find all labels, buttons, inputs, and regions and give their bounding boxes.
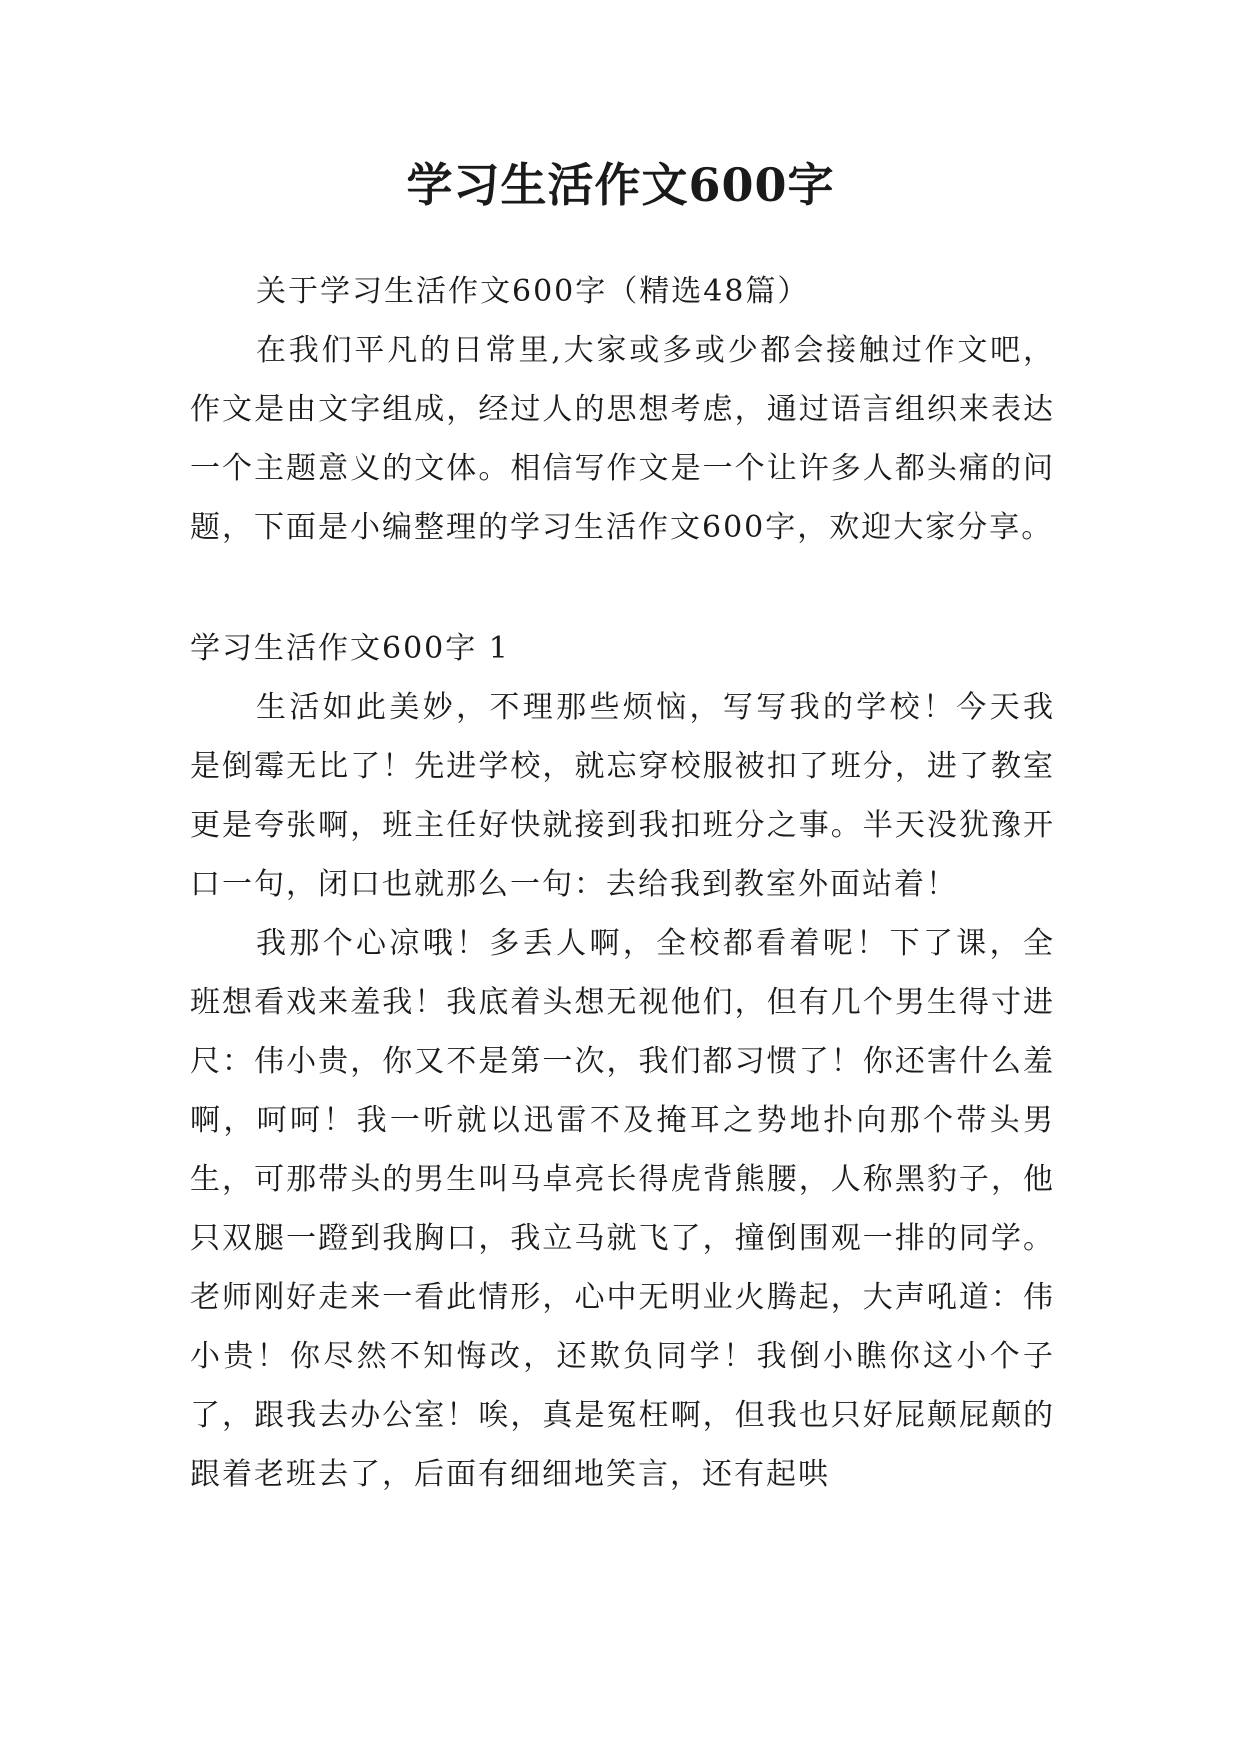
section-paragraph-2: 我那个心凉哦！多丢人啊，全校都看着呢！下了课，全班想看戏来羞我！我底着头想无视他们，但有几个男生得寸进尺：伟小贵，你又不是第一次，我们都习惯了！你还害什么羞啊，呵呵！我一听就以迅雷不及掩耳之势地扑向那个带头男生，可那带头的男生叫马卓亮长得虎背熊腰，人称黑豹子，他只双腿一蹬到我胸口，我立马就飞了，撞倒围观一排的同学。老师刚好走来一看此情形，心中无明业火腾起，大声吼道：伟小贵！你尽然不知悔改，还欺负同学！我倒小瞧你这小个子了，跟我去办公室！唉，真是冤枉啊，但我也只好屁颠屁颠的跟着老班去了，后面有细细地笑言，还有起哄	[190, 926, 1055, 1492]
section-heading: 学习生活作文600字 1	[190, 631, 510, 666]
section-gap	[190, 557, 1055, 619]
intro-subtitle: 关于学习生活作文600字（精选48篇）	[256, 274, 810, 309]
section-paragraph-1: 生活如此美妙，不理那些烦恼，写写我的学校！今天我是倒霉无比了！先进学校，就忘穿校服被扣了班分，进了教室更是夸张啊，班主任好快就接到我扣班分之事。半天没犹豫开口一句，闭口也就那么一句：去给我到教室外面站着！	[190, 690, 1055, 902]
document-title: 学习生活作文600字	[406, 158, 835, 212]
intro-paragraph: 在我们平凡的日常里,大家或多或少都会接触过作文吧，作文是由文字组成，经过人的思想考虑，通过语言组织来表达一个主题意义的文体。相信写作文是一个让许多人都头痛的问题，下面是小编整理的学习生活作文600字，欢迎大家分享。	[190, 333, 1055, 545]
document-body	[190, 262, 1055, 1504]
